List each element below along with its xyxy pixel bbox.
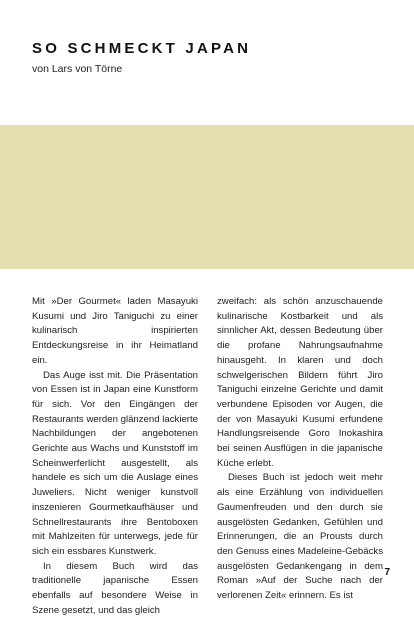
author-byline: von Lars von Törne <box>32 63 123 75</box>
paragraph: zweifach: als schön anzuschauende kulinarische Kostbarkeit und als sinnlicher Akt, dessen Bedeutung über die profane Nahrungsaufnahme hinausgeht. In klaren und doch schwelgerischen Bildern führt Jiro Taniguchi einzelne Gerichte und damit verbundene Episoden vor Augen, die der von Masayuki Kusumi erfundene Handlungsreisende Goro Inokashira bei seinen Ausflügen in die japanische Küche erlebt. <box>217 296 383 469</box>
paragraph: Dieses Buch ist jedoch weit mehr als eine Erzählung von individuellen Gaumenfreuden und den durch sie ausgelösten Gedanken, Gefühlen und Erinnerungen, die an Prousts durch den Genuss eines Madeleine-Gebäcks ausgelösten Gedankengang in dem Roman »Auf der Suche nach der verlorenen Zeit« erinnern. Es ist <box>217 472 383 602</box>
color-band <box>0 125 414 269</box>
page-number: 7 <box>384 567 390 578</box>
text-column-left <box>32 295 198 618</box>
paragraph: In diesem Buch wird das traditionelle japanische Essen ebenfalls auf besondere Weise in Szene gesetzt, und das gleich <box>32 560 198 616</box>
paragraph: Das Auge isst mit. Die Präsentation von Essen ist in Japan eine Kunstform für sich. Vor den Eingängen der Restaurants werden glänzend lackierte Nachbildungen der angebotenen Gerichte aus Wachs und Kunststoff im Scheinwerferlicht ausgestellt, als handele es sich um die Auslage eines Juweliers. Nicht weniger kunstvoll inszenieren Gourmetkaufhäuser und Schnellrestaurants ihre Bentoboxen mit Mahlzeiten für unterwegs, jede für sich ein essbares Kunstwerk. <box>32 369 198 557</box>
text-column-right <box>217 295 383 604</box>
page-title: SO SCHMECKT JAPAN <box>32 40 252 57</box>
paragraph: Mit »Der Gourmet« laden Masayuki Kusumi und Jiro Taniguchi zu einer kulinarisch inspirierten Entdeckungsreise in ihr Heimatland ein. <box>32 296 198 366</box>
